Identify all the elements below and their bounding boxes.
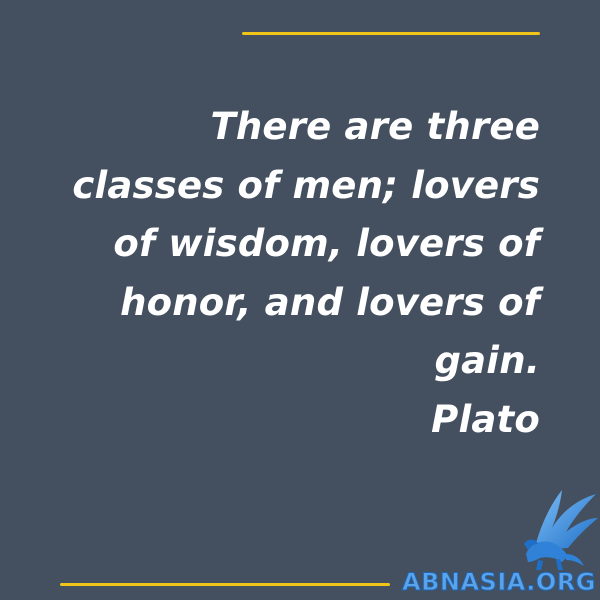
quote-author: Plato xyxy=(431,397,540,441)
quote-text: There are three classes of men; lovers of wisdom, lovers of honor, and lovers of gain. xyxy=(72,105,540,382)
top-accent-line xyxy=(242,32,540,35)
bottom-accent-line xyxy=(60,583,390,586)
griffin-logo-icon xyxy=(518,488,598,572)
quote-block xyxy=(60,98,540,449)
logo-text: ABNASIA.ORG xyxy=(402,568,596,596)
